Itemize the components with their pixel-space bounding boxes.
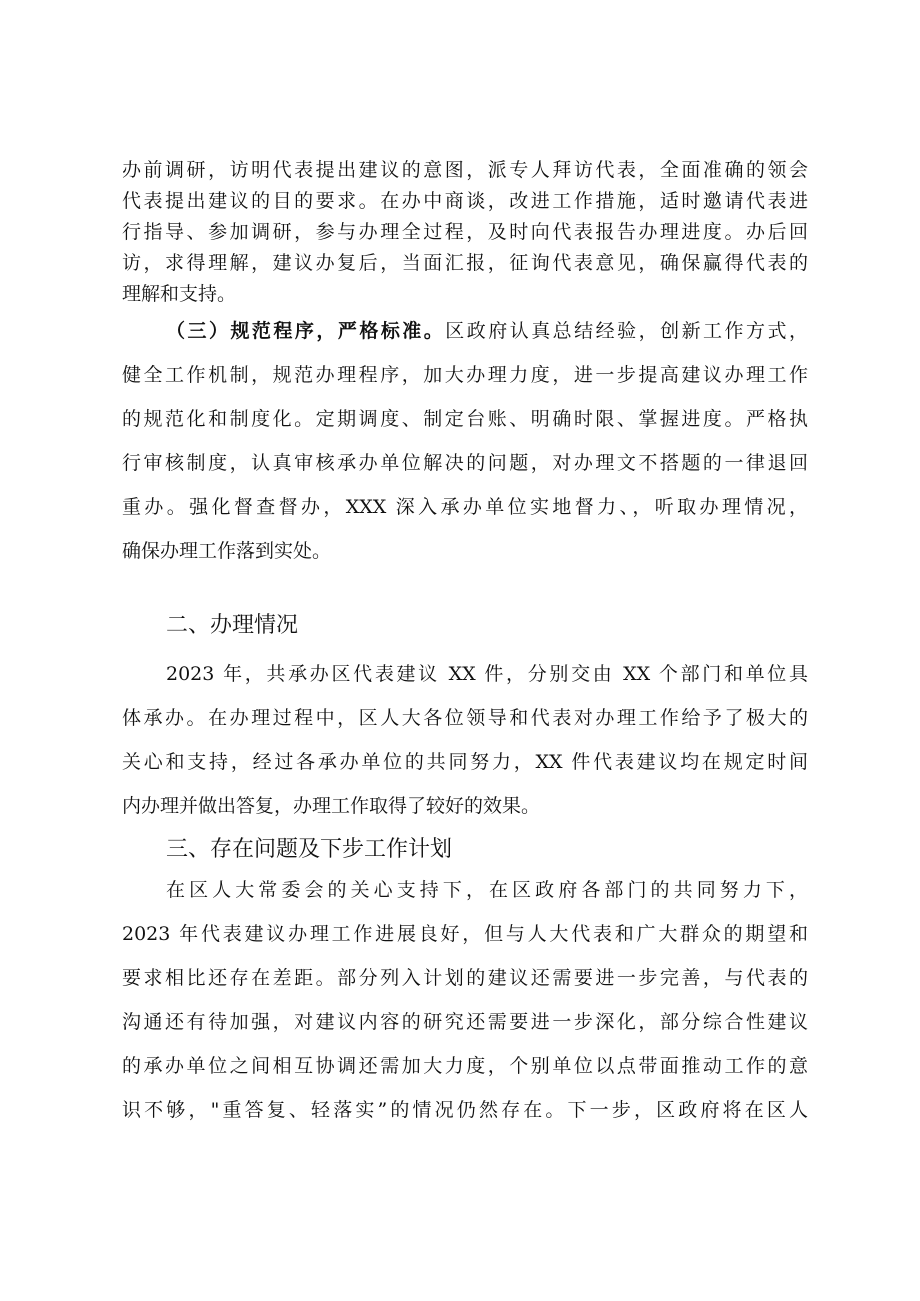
paragraph-line: 体承办。在办理过程中，区人大各位领导和代表对办理工作给予了极大的 — [122, 707, 808, 729]
paragraph-line: 沟通还有待加强，对建议内容的研究还需要进一步深化，部分综合性建议 — [122, 1011, 808, 1033]
paragraph-line: 的承办单位之间相互协调还需加大力度，个别单位以点带面推动工作的意 — [122, 1055, 808, 1077]
paragraph-line: 2023 年代表建议办理工作进展良好，但与人大代表和广大群众的期望和 — [122, 923, 808, 945]
paragraph-line: 确保办理工作落到实处。 — [122, 540, 332, 562]
paragraph-line: 重办。强化督查督办，XXX 深入承办单位实地督力、，听取办理情况， — [122, 496, 808, 518]
paragraph-line: 代表提出建议的目的要求。在办中商谈，改进工作措施，适时邀请代表进 — [122, 190, 808, 212]
section-heading-2: 二、办理情况 — [166, 613, 299, 638]
paragraph-line: 办前调研，访明代表提出建议的意图，派专人拜访代表，全面准确的领会 — [122, 159, 808, 181]
paragraph-line: 在区人大常委会的关心支持下，在区政府各部门的共同努力下， — [166, 879, 808, 901]
section-lead-title: （三）规范程序，严格标准。 — [166, 320, 446, 342]
paragraph-line: 健全工作机制，规范办理程序，加大办理力度，进一步提高建议办理工作 — [122, 364, 808, 386]
paragraph-1 — [122, 155, 808, 310]
paragraph-line: 识不够，"重答复、轻落实”的情况仍然存在。下一步，区政府将在区人 — [122, 1099, 808, 1121]
paragraph-line: 行审核制度，认真审核承办单位解决的问题，对办理文不搭题的一律退回 — [122, 452, 808, 474]
paragraph-first-line — [122, 309, 808, 353]
paragraph-line: 要求相比还存在差距。部分列入计划的建议还需要进一步完善，与代表的 — [122, 967, 808, 989]
paragraph-4 — [122, 868, 808, 1132]
paragraph-line: 内办理并做出答复，办理工作取得了较好的效果。 — [122, 795, 541, 817]
section-heading-3: 三、存在问题及下步工作计划 — [166, 837, 453, 862]
paragraph-line-rest: 区政府认真总结经验，创新工作方式， — [445, 320, 808, 342]
paragraph-line: 访，求得理解，建议办复后，当面汇报，征询代表意见，确保赢得代表的 — [122, 252, 808, 274]
paragraph-2 — [122, 309, 808, 573]
paragraph-line: 的规范化和制度化。定期调度、制定台账、明确时限、掌握进度。严格执 — [122, 408, 808, 430]
paragraph-line: 行指导、参加调研，参与办理全过程，及时向代表报告办理进度。办后回 — [122, 221, 808, 243]
paragraph-line: 理解和支持。 — [122, 283, 237, 305]
paragraph-line: 关心和支持，经过各承办单位的共同努力，XX 件代表建议均在规定时间 — [122, 751, 808, 773]
paragraph-line: 2023 年，共承办区代表建议 XX 件，分别交由 XX 个部门和单位具 — [166, 663, 808, 685]
paragraph-3 — [122, 652, 808, 828]
